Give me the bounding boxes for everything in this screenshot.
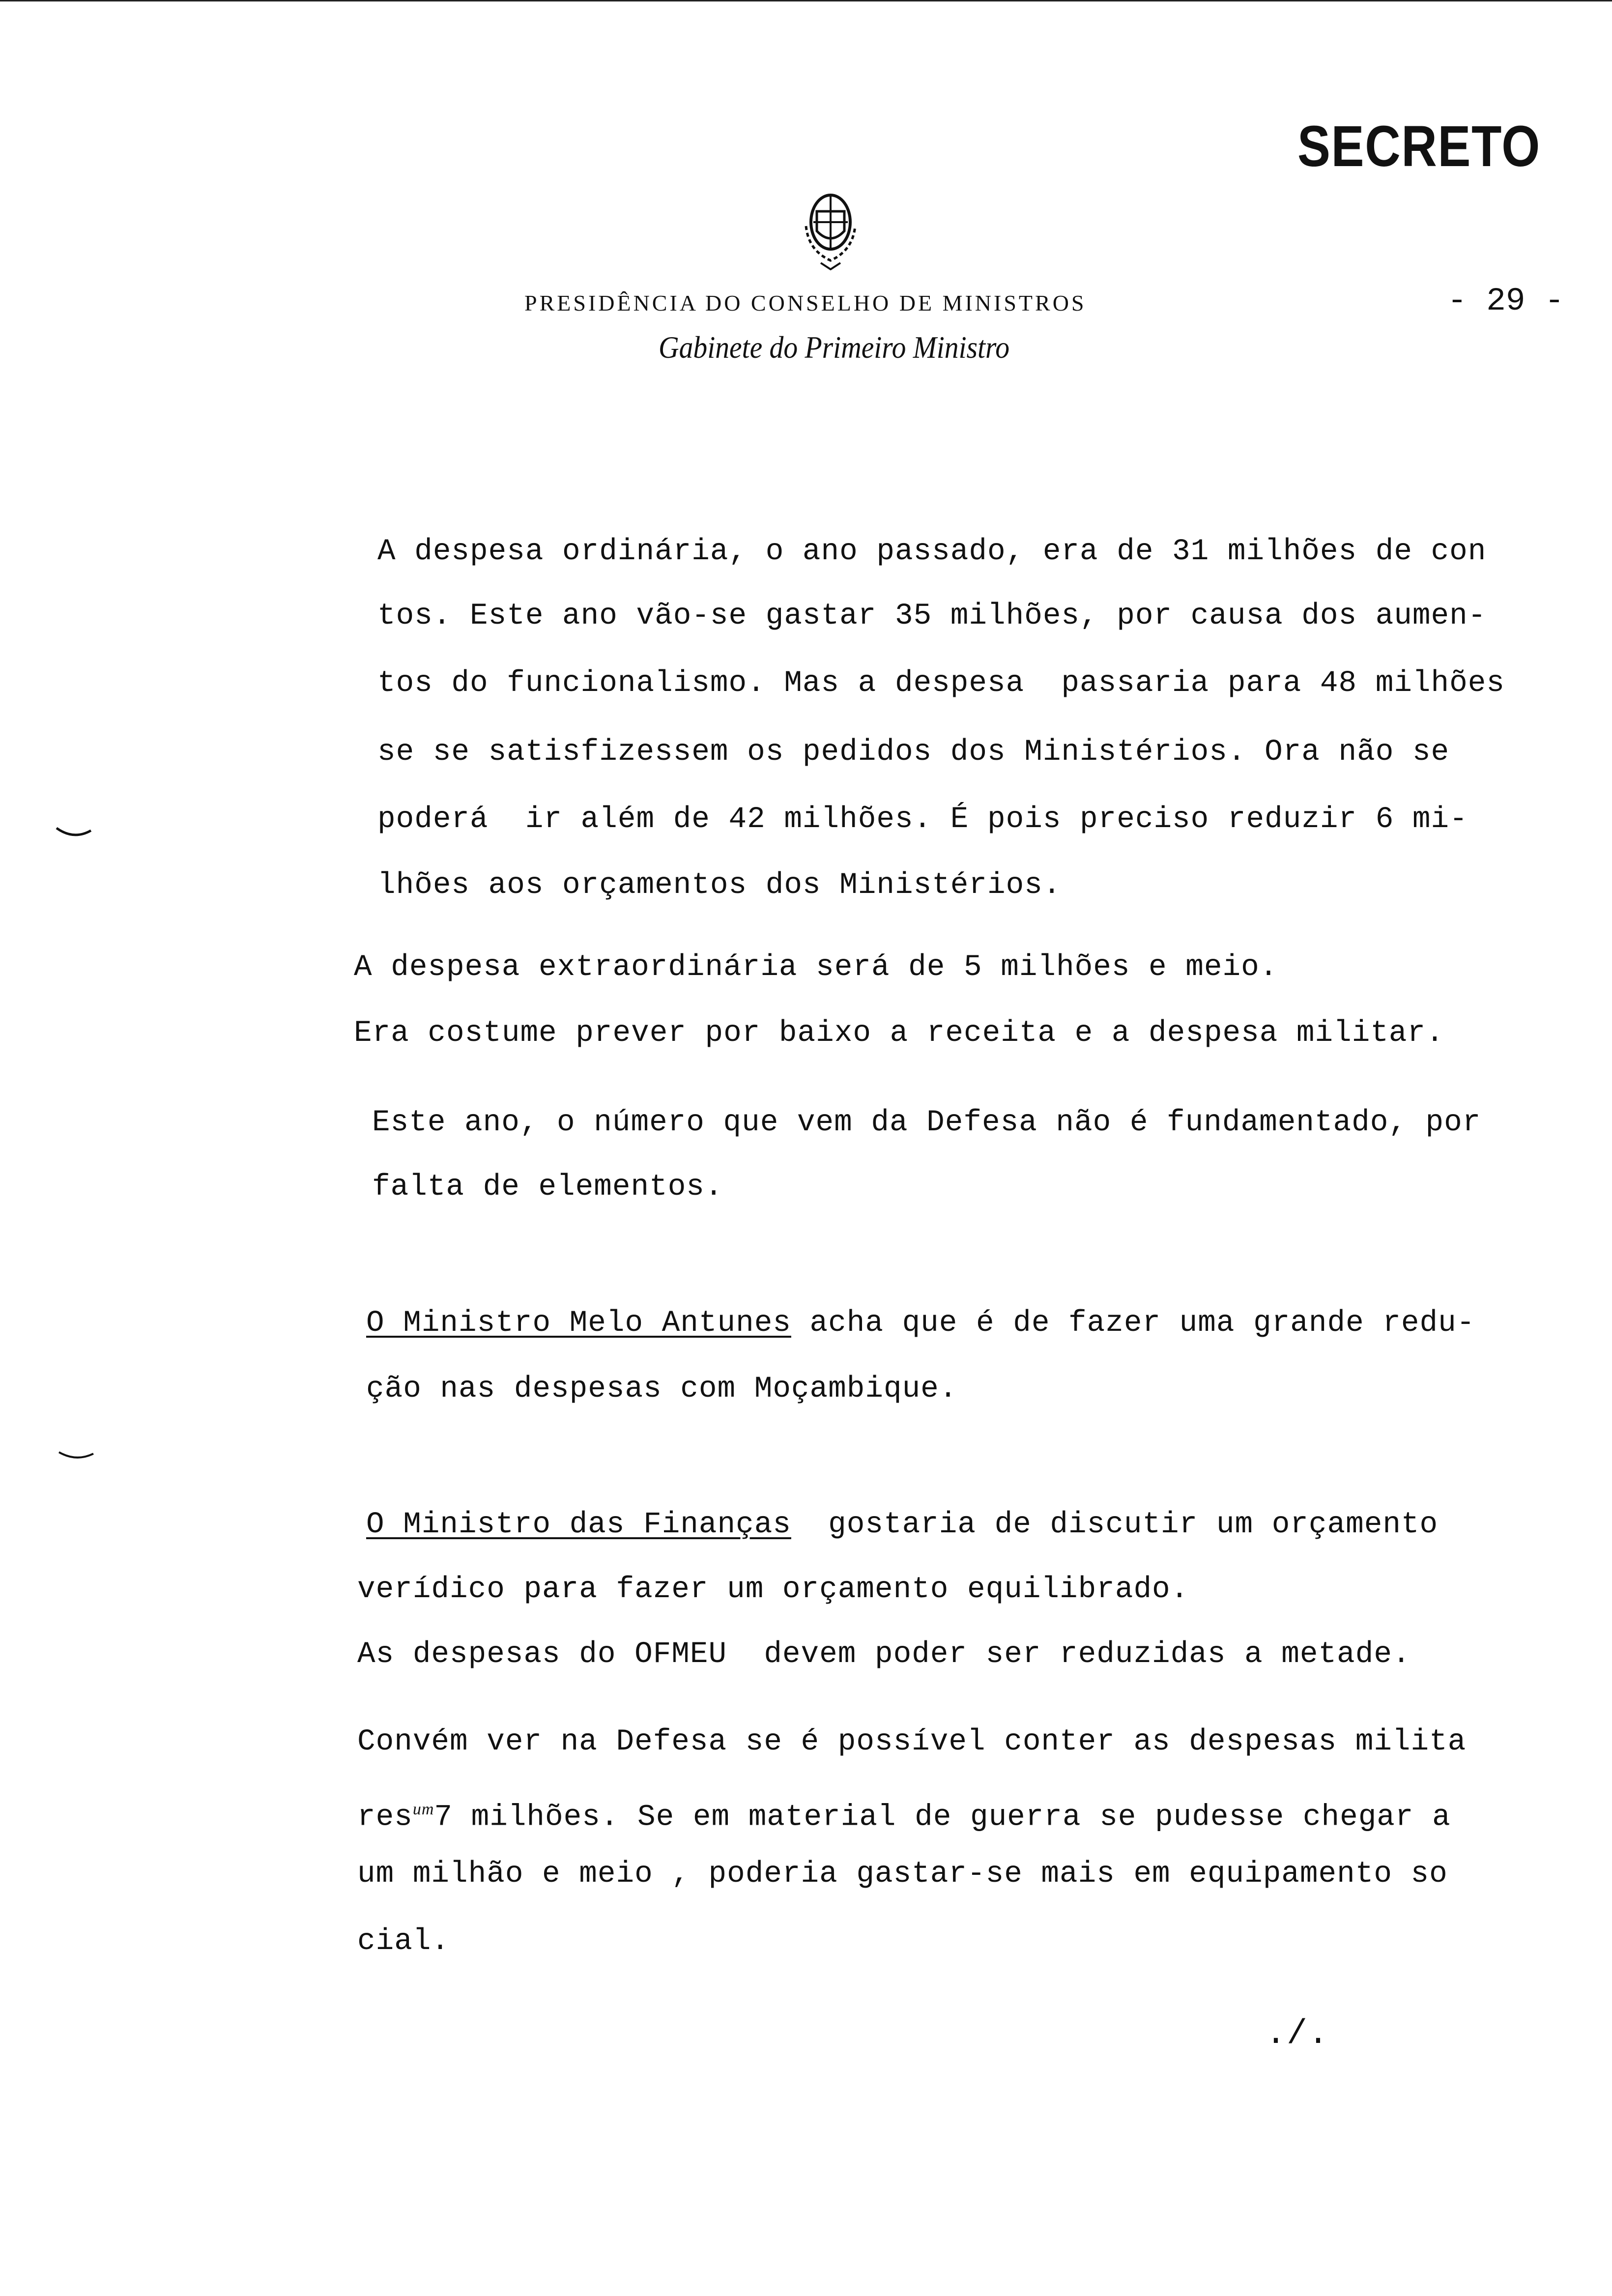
text: 7 milhões. Se em material de guerra se pudesse chegar a [434,1800,1451,1835]
text-line: falta de elementos. [372,1170,723,1204]
institution-name: PRESIDÊNCIA DO CONSELHO DE MINISTROS [524,290,1087,316]
paragraph-melo-antunes [366,1306,1475,1341]
text-line-with-insert [357,1792,1451,1835]
paragraph-financas [366,1508,1438,1542]
scan-edge [0,0,1612,1]
text-line: poderá ir além de 42 milhões. É pois preciso reduzir 6 mi- [377,803,1468,836]
text-line: Este ano, o número que vem da Defesa não é fundamentado, por [372,1106,1481,1140]
office-name: Gabinete do Primeiro Ministro [659,330,1010,365]
speaker-name: O Ministro das Finanças [366,1508,791,1542]
text-line: se se satisfizessem os pedidos dos Ministérios. Ora não se [377,735,1450,769]
text-line: A despesa extraordinária será de 5 milhões e meio. [354,950,1278,984]
text-line: A despesa ordinária, o ano passado, era de 31 milhões de con [377,535,1487,569]
text: res [357,1800,413,1835]
margin-mark [57,1450,96,1464]
text-line: Era costume prever por baixo a receita e a despesa militar. [354,1016,1444,1050]
handwritten-insert: um [412,1800,434,1818]
classification-stamp: SECRETO [1297,114,1541,179]
text-line: verídico para fazer um orçamento equilibrado. [357,1573,1189,1607]
margin-mark [54,826,93,840]
text-line: tos do funcionalismo. Mas a despesa passaria para 48 milhões [377,666,1505,700]
text-line: As despesas do OFMEU devem poder ser reduzidas a metade. [357,1637,1411,1671]
text-line: tos. Este ano vão-se gastar 35 milhões, por causa dos aumen- [377,599,1487,633]
text-line: ção nas despesas com Moçambique. [366,1372,958,1406]
text-line: cial. [357,1924,450,1958]
coat-of-arms-emblem [786,192,875,270]
text-line: um milhão e meio , poderia gastar-se mais em equipamento so [357,1857,1448,1891]
text: gostaria de discutir um orçamento [791,1508,1439,1542]
text-line: Convém ver na Defesa se é possível conter as despesas milita [357,1725,1467,1759]
text: acha que é de fazer uma grande redu- [791,1306,1475,1340]
speaker-name: O Ministro Melo Antunes [366,1306,791,1340]
continuation-mark: ./. [1266,2015,1329,2054]
page-number: - 29 - [1447,283,1564,319]
text-line: lhões aos orçamentos dos Ministérios. [377,868,1062,902]
